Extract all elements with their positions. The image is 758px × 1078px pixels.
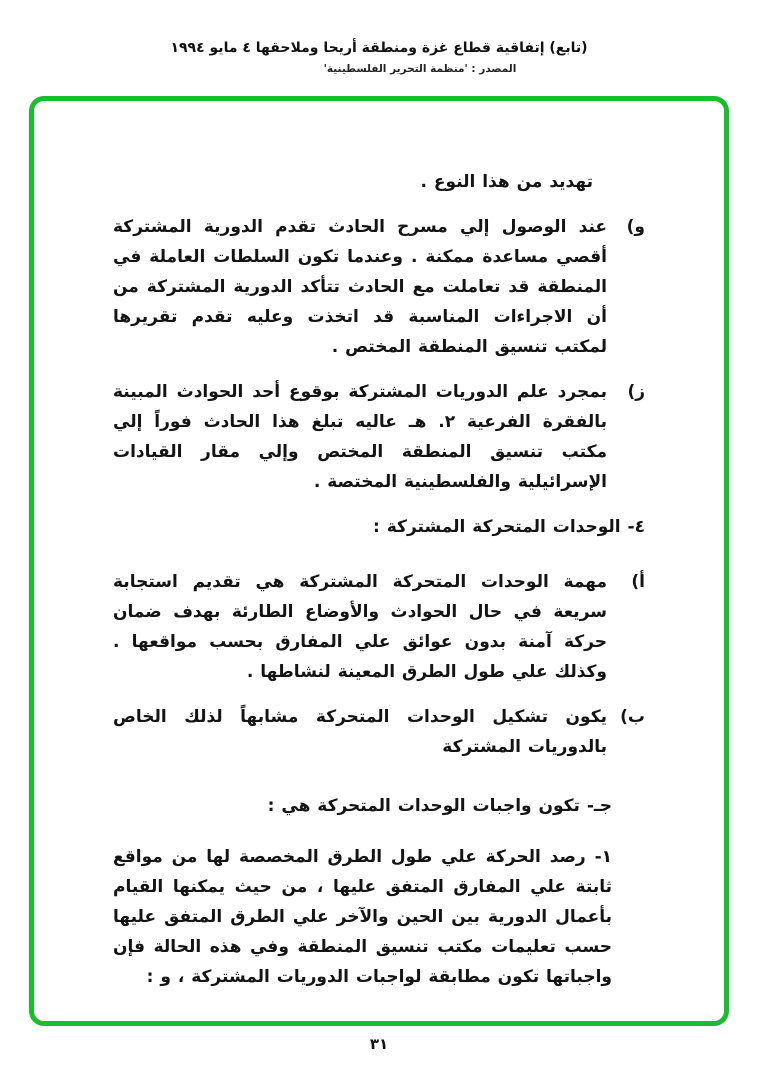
- list-marker: ب): [620, 707, 645, 727]
- list-item-zay: [113, 377, 645, 497]
- numbered-item-1: [113, 842, 612, 992]
- document-source-line: المصدر : 'منظمة التحرير الفلسطينية': [323, 63, 517, 75]
- document-body: [113, 167, 645, 992]
- list-marker: ز): [627, 382, 645, 402]
- section-heading-4: [113, 512, 645, 542]
- list-item-text: تكون واجبات الوحدات المتحركة هي :: [267, 796, 580, 816]
- document-title: (تابع) إتفاقية قطاع غزة ومنطقة أريحا وملاحقها ٤ مايو ١٩٩٤: [170, 40, 588, 56]
- list-item-text: رصد الحركة علي طول الطرق المخصصة لها من مواقع ثابتة علي المفارق المتفق عليها ، من حيث يمكنها القيام بأعمال الدورية بين الحين والآخر علي الطرق المتفق عليها حسب تعليمات مكتب تنسيق المنطقة وفي هذه الحالة فإن واجباتها تكون مطابقة لواجبات الدوريات المشتركة ، و :: [113, 847, 612, 987]
- content-frame-border: [29, 96, 729, 1026]
- list-item-text: عند الوصول إلي مسرح الحادث تقدم الدورية المشتركة أقصي مساعدة ممكنة . وعندما تكون السلطات العاملة في المنطقة قد تعاملت مع الحادث تتأكد الدورية المشتركة من أن الاجراءات المناسبة قد اتخذت وعليه تقدم تقريرها لمكتب تنسيق المنطقة المختص .: [113, 217, 607, 357]
- section-heading-text: الوحدات المتحركة المشتركة :: [373, 517, 621, 537]
- section-number: ٤-: [627, 517, 645, 537]
- list-marker: أ): [631, 572, 645, 592]
- list-marker: جـ-: [586, 796, 612, 816]
- list-item-jeem: [113, 791, 612, 821]
- list-item-alef: [113, 567, 645, 687]
- list-marker: ١-: [594, 847, 613, 867]
- list-item-text: مهمة الوحدات المتحركة المشتركة هي تقديم استجابة سريعة في حال الحوادث والأوضاع الطارئة بهدف ضمان حركة آمنة بدون عوائق علي المفارق بحسب مواقعها . وكذلك علي طول الطرق المعينة لنشاطها .: [113, 572, 607, 682]
- paragraph-continuation: تهديد من هذا النوع .: [420, 172, 593, 192]
- list-item-ba: [113, 702, 645, 762]
- list-item-text: بمجرد علم الدوريات المشتركة بوقوع أحد الحوادث المبينة بالفقرة الفرعية ٢. هـ عاليه تبلغ هذا الحادث فوراً إلي مكتب تنسيق المنطقة المختص وإلي مقار القيادات الإسرائيلية والفلسطينية المختصة .: [113, 382, 608, 492]
- list-item-text: يكون تشكيل الوحدات المتحركة مشابهاً لذلك الخاص بالدوريات المشتركة: [113, 707, 607, 757]
- list-item-waw: [113, 212, 645, 362]
- page-number: ٣١: [369, 1035, 389, 1053]
- list-marker: و): [626, 217, 645, 237]
